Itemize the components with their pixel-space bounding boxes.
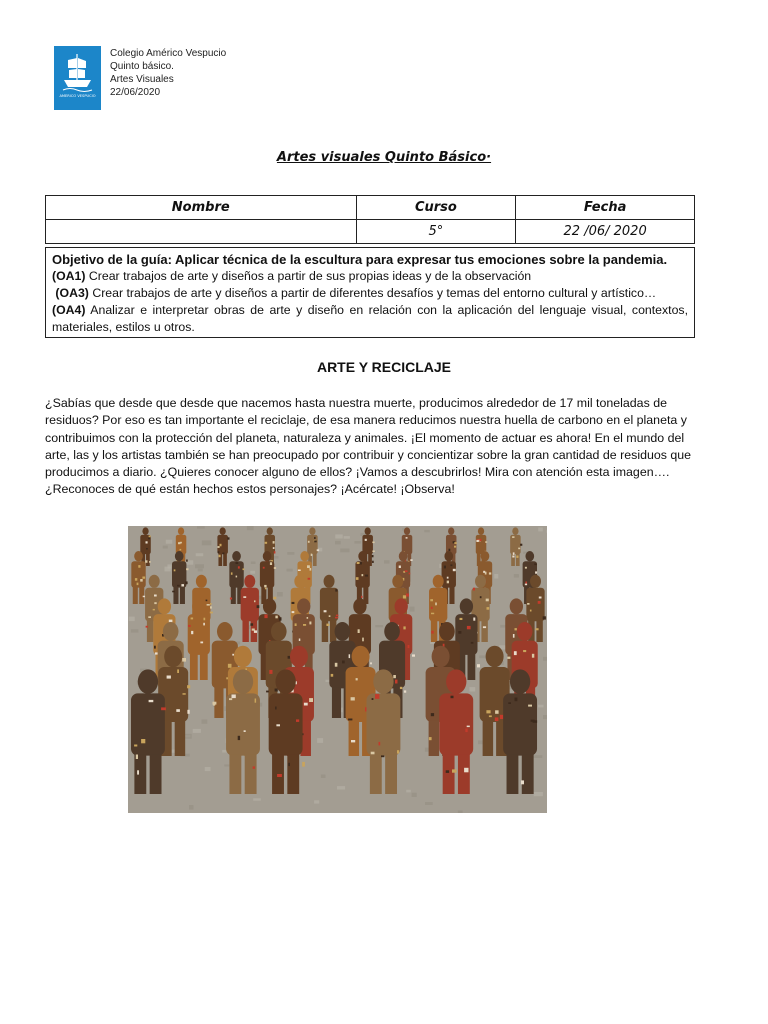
objective-text: Crear trabajos de arte y diseños a partir de sus propias ideas y de la observación: [85, 269, 532, 283]
school-logo: [54, 46, 101, 110]
school-date: 22/06/2020: [110, 87, 161, 98]
header-fecha: Fecha: [516, 196, 695, 220]
objective-oa1: [52, 268, 688, 285]
logo-text: AMERICO VESPUCIO: [59, 94, 96, 98]
trash-people-sculptures-photo: [128, 526, 547, 813]
header-nombre: Nombre: [46, 196, 357, 220]
objective-oa3: [52, 285, 688, 302]
objective-oa4: [52, 302, 688, 336]
school-grade: Quinto básico.: [110, 61, 174, 72]
school-name: Colegio Américo Vespucio: [110, 48, 227, 59]
school-info: [110, 47, 226, 99]
sculptures-illustration: [128, 526, 547, 813]
objective-code: (OA3): [55, 286, 89, 300]
value-curso: 5°: [356, 220, 516, 244]
value-nombre[interactable]: [46, 220, 357, 244]
ship-emblem-icon: [54, 46, 101, 110]
objective-text: Analizar e interpretar obras de arte y diseño en relación con la aplicación del lenguaje visual, contextos, materiales, estilos u otros.: [52, 303, 688, 334]
school-subject: Artes Visuales: [110, 74, 174, 85]
objectives-box: [45, 247, 695, 338]
table-header-row: [46, 196, 695, 220]
table-value-row: [46, 220, 695, 244]
objective-code: (OA1): [52, 269, 86, 283]
student-info-table: [45, 195, 695, 244]
objective-code: (OA4): [52, 303, 86, 317]
main-objective: Objetivo de la guía: Aplicar técnica de la escultura para expresar tus emociones sobre la pandemia.: [52, 252, 668, 267]
guide-title: Artes visuales Quinto Básico·: [276, 150, 492, 165]
intro-paragraph: ¿Sabías que desde que desde que nacemos hasta nuestra muerte, producimos alrededor de 17 mil toneladas de residuos? Por eso es tan importante el reciclaje, de esa manera reducimos nuestra huella de carbono en el planeta y contribuimos con la protección del planeta, naturaleza y animales. ¡El momento de actuar es ahora! En el mundo del arte, las y los artistas también se han preocupado por contribuir y concientizar sobre la gran cantidad de residuos que producimos a diario. ¿Quieres conocer alguno de ellos? ¡Vamos a descubrirlos! Mira con atención esta imagen…. ¿Reconoces de qué están hechos estos personajes? ¡Acércate! ¡Observa!: [45, 396, 692, 497]
header-curso: Curso: [356, 196, 516, 220]
section-title: ARTE Y RECICLAJE: [316, 359, 452, 375]
value-fecha: 22 /06/ 2020: [516, 220, 695, 244]
objective-text: Crear trabajos de arte y diseños a partir de diferentes desafíos y temas del entorno cultural y artístico…: [88, 286, 657, 300]
